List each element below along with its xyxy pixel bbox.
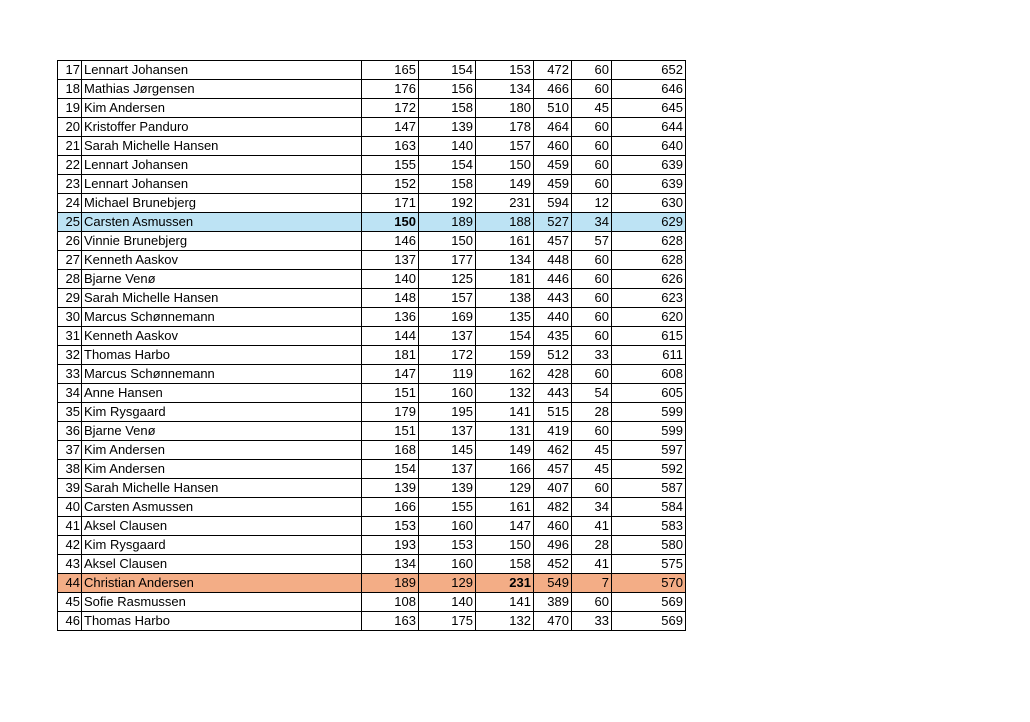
total-cell: 440 <box>534 308 572 327</box>
handicap-cell: 60 <box>572 308 612 327</box>
table-row <box>58 137 686 156</box>
total-cell: 460 <box>534 517 572 536</box>
game3-cell: 231 <box>476 574 534 593</box>
game1-cell: 153 <box>362 517 419 536</box>
rank-cell: 35 <box>58 403 82 422</box>
total-cell: 466 <box>534 80 572 99</box>
game3-cell: 138 <box>476 289 534 308</box>
game2-cell: 139 <box>419 479 476 498</box>
table-row <box>58 536 686 555</box>
total-cell: 389 <box>534 593 572 612</box>
player-name-cell: Michael Brunebjerg <box>82 194 362 213</box>
rank-cell: 26 <box>58 232 82 251</box>
table-row <box>58 479 686 498</box>
handicap-cell: 7 <box>572 574 612 593</box>
handicap-cell: 33 <box>572 346 612 365</box>
rank-cell: 40 <box>58 498 82 517</box>
table-row <box>58 270 686 289</box>
player-name-cell: Bjarne Venø <box>82 270 362 289</box>
table-row <box>58 289 686 308</box>
game3-cell: 157 <box>476 137 534 156</box>
score-cell: 599 <box>612 403 686 422</box>
rank-cell: 38 <box>58 460 82 479</box>
handicap-cell: 54 <box>572 384 612 403</box>
game2-cell: 156 <box>419 80 476 99</box>
total-cell: 446 <box>534 270 572 289</box>
handicap-cell: 60 <box>572 479 612 498</box>
score-cell: 626 <box>612 270 686 289</box>
handicap-cell: 12 <box>572 194 612 213</box>
score-cell: 605 <box>612 384 686 403</box>
game3-cell: 134 <box>476 80 534 99</box>
game1-cell: 154 <box>362 460 419 479</box>
score-cell: 644 <box>612 118 686 137</box>
player-name-cell: Bjarne Venø <box>82 422 362 441</box>
player-name-cell: Kenneth Aaskov <box>82 327 362 346</box>
player-name-cell: Vinnie Brunebjerg <box>82 232 362 251</box>
rank-cell: 41 <box>58 517 82 536</box>
game3-cell: 166 <box>476 460 534 479</box>
handicap-cell: 45 <box>572 460 612 479</box>
player-name-cell: Marcus Schønnemann <box>82 365 362 384</box>
results-table <box>57 60 686 631</box>
table-row <box>58 346 686 365</box>
total-cell: 460 <box>534 137 572 156</box>
total-cell: 428 <box>534 365 572 384</box>
handicap-cell: 28 <box>572 403 612 422</box>
handicap-cell: 60 <box>572 175 612 194</box>
handicap-cell: 41 <box>572 517 612 536</box>
game3-cell: 131 <box>476 422 534 441</box>
game1-cell: 163 <box>362 137 419 156</box>
handicap-cell: 60 <box>572 327 612 346</box>
total-cell: 462 <box>534 441 572 460</box>
game2-cell: 160 <box>419 517 476 536</box>
player-name-cell: Carsten Asmussen <box>82 498 362 517</box>
game2-cell: 160 <box>419 384 476 403</box>
score-cell: 584 <box>612 498 686 517</box>
game3-cell: 180 <box>476 99 534 118</box>
table-row <box>58 175 686 194</box>
player-name-cell: Lennart Johansen <box>82 156 362 175</box>
handicap-cell: 60 <box>572 61 612 80</box>
game2-cell: 160 <box>419 555 476 574</box>
table-row <box>58 441 686 460</box>
rank-cell: 18 <box>58 80 82 99</box>
handicap-cell: 34 <box>572 498 612 517</box>
handicap-cell: 33 <box>572 612 612 631</box>
game1-cell: 151 <box>362 422 419 441</box>
total-cell: 527 <box>534 213 572 232</box>
total-cell: 407 <box>534 479 572 498</box>
total-cell: 457 <box>534 232 572 251</box>
game3-cell: 129 <box>476 479 534 498</box>
game2-cell: 169 <box>419 308 476 327</box>
total-cell: 464 <box>534 118 572 137</box>
table-row <box>58 308 686 327</box>
game1-cell: 150 <box>362 213 419 232</box>
game1-cell: 176 <box>362 80 419 99</box>
game1-cell: 146 <box>362 232 419 251</box>
game2-cell: 137 <box>419 327 476 346</box>
score-cell: 639 <box>612 175 686 194</box>
total-cell: 549 <box>534 574 572 593</box>
handicap-cell: 28 <box>572 536 612 555</box>
game1-cell: 171 <box>362 194 419 213</box>
total-cell: 443 <box>534 384 572 403</box>
handicap-cell: 60 <box>572 365 612 384</box>
game2-cell: 154 <box>419 61 476 80</box>
player-name-cell: Lennart Johansen <box>82 175 362 194</box>
table-row <box>58 517 686 536</box>
game3-cell: 141 <box>476 593 534 612</box>
rank-cell: 43 <box>58 555 82 574</box>
player-name-cell: Aksel Clausen <box>82 517 362 536</box>
handicap-cell: 60 <box>572 289 612 308</box>
game3-cell: 132 <box>476 612 534 631</box>
game2-cell: 140 <box>419 137 476 156</box>
total-cell: 470 <box>534 612 572 631</box>
score-cell: 608 <box>612 365 686 384</box>
player-name-cell: Kim Andersen <box>82 460 362 479</box>
score-cell: 580 <box>612 536 686 555</box>
player-name-cell: Aksel Clausen <box>82 555 362 574</box>
table-row <box>58 593 686 612</box>
player-name-cell: Kenneth Aaskov <box>82 251 362 270</box>
game3-cell: 150 <box>476 536 534 555</box>
rank-cell: 32 <box>58 346 82 365</box>
player-name-cell: Sofie Rasmussen <box>82 593 362 612</box>
table-row <box>58 251 686 270</box>
game1-cell: 144 <box>362 327 419 346</box>
game2-cell: 155 <box>419 498 476 517</box>
score-cell: 640 <box>612 137 686 156</box>
game1-cell: 193 <box>362 536 419 555</box>
game2-cell: 140 <box>419 593 476 612</box>
table-row <box>58 460 686 479</box>
game2-cell: 172 <box>419 346 476 365</box>
game1-cell: 147 <box>362 118 419 137</box>
table-row <box>58 194 686 213</box>
game3-cell: 147 <box>476 517 534 536</box>
rank-cell: 31 <box>58 327 82 346</box>
score-cell: 570 <box>612 574 686 593</box>
table-row <box>58 498 686 517</box>
player-name-cell: Thomas Harbo <box>82 346 362 365</box>
game3-cell: 149 <box>476 175 534 194</box>
total-cell: 472 <box>534 61 572 80</box>
game1-cell: 151 <box>362 384 419 403</box>
score-cell: 629 <box>612 213 686 232</box>
game2-cell: 137 <box>419 422 476 441</box>
game1-cell: 189 <box>362 574 419 593</box>
game3-cell: 158 <box>476 555 534 574</box>
game1-cell: 136 <box>362 308 419 327</box>
rank-cell: 42 <box>58 536 82 555</box>
game2-cell: 125 <box>419 270 476 289</box>
game2-cell: 150 <box>419 232 476 251</box>
total-cell: 482 <box>534 498 572 517</box>
game1-cell: 172 <box>362 99 419 118</box>
rank-cell: 46 <box>58 612 82 631</box>
game2-cell: 158 <box>419 99 476 118</box>
total-cell: 452 <box>534 555 572 574</box>
table-row <box>58 327 686 346</box>
table-row <box>58 61 686 80</box>
player-name-cell: Kristoffer Panduro <box>82 118 362 137</box>
game1-cell: 147 <box>362 365 419 384</box>
total-cell: 459 <box>534 156 572 175</box>
total-cell: 496 <box>534 536 572 555</box>
rank-cell: 34 <box>58 384 82 403</box>
game1-cell: 163 <box>362 612 419 631</box>
game1-cell: 166 <box>362 498 419 517</box>
table-row <box>58 99 686 118</box>
score-cell: 583 <box>612 517 686 536</box>
rank-cell: 39 <box>58 479 82 498</box>
game2-cell: 177 <box>419 251 476 270</box>
handicap-cell: 60 <box>572 270 612 289</box>
score-cell: 611 <box>612 346 686 365</box>
rank-cell: 25 <box>58 213 82 232</box>
handicap-cell: 41 <box>572 555 612 574</box>
handicap-cell: 45 <box>572 441 612 460</box>
score-cell: 646 <box>612 80 686 99</box>
total-cell: 459 <box>534 175 572 194</box>
handicap-cell: 57 <box>572 232 612 251</box>
game2-cell: 157 <box>419 289 476 308</box>
player-name-cell: Kim Rysgaard <box>82 536 362 555</box>
handicap-cell: 60 <box>572 80 612 99</box>
game2-cell: 189 <box>419 213 476 232</box>
table-row <box>58 403 686 422</box>
handicap-cell: 45 <box>572 99 612 118</box>
game3-cell: 162 <box>476 365 534 384</box>
total-cell: 510 <box>534 99 572 118</box>
total-cell: 457 <box>534 460 572 479</box>
game3-cell: 178 <box>476 118 534 137</box>
table-row <box>58 232 686 251</box>
score-cell: 628 <box>612 232 686 251</box>
game2-cell: 119 <box>419 365 476 384</box>
rank-cell: 17 <box>58 61 82 80</box>
game3-cell: 161 <box>476 232 534 251</box>
handicap-cell: 60 <box>572 422 612 441</box>
table-row <box>58 80 686 99</box>
player-name-cell: Sarah Michelle Hansen <box>82 137 362 156</box>
game1-cell: 140 <box>362 270 419 289</box>
game3-cell: 150 <box>476 156 534 175</box>
game3-cell: 153 <box>476 61 534 80</box>
score-cell: 623 <box>612 289 686 308</box>
game1-cell: 152 <box>362 175 419 194</box>
game2-cell: 192 <box>419 194 476 213</box>
table-row <box>58 156 686 175</box>
table-row <box>58 555 686 574</box>
player-name-cell: Marcus Schønnemann <box>82 308 362 327</box>
game1-cell: 148 <box>362 289 419 308</box>
rank-cell: 19 <box>58 99 82 118</box>
handicap-cell: 60 <box>572 593 612 612</box>
score-cell: 569 <box>612 612 686 631</box>
rank-cell: 27 <box>58 251 82 270</box>
game1-cell: 179 <box>362 403 419 422</box>
score-cell: 575 <box>612 555 686 574</box>
rank-cell: 22 <box>58 156 82 175</box>
player-name-cell: Sarah Michelle Hansen <box>82 289 362 308</box>
rank-cell: 28 <box>58 270 82 289</box>
score-cell: 615 <box>612 327 686 346</box>
rank-cell: 33 <box>58 365 82 384</box>
player-name-cell: Mathias Jørgensen <box>82 80 362 99</box>
total-cell: 448 <box>534 251 572 270</box>
game1-cell: 181 <box>362 346 419 365</box>
game3-cell: 149 <box>476 441 534 460</box>
rank-cell: 24 <box>58 194 82 213</box>
rank-cell: 20 <box>58 118 82 137</box>
game2-cell: 145 <box>419 441 476 460</box>
game2-cell: 139 <box>419 118 476 137</box>
score-cell: 599 <box>612 422 686 441</box>
total-cell: 435 <box>534 327 572 346</box>
table-row <box>58 612 686 631</box>
score-cell: 630 <box>612 194 686 213</box>
game2-cell: 154 <box>419 156 476 175</box>
rank-cell: 30 <box>58 308 82 327</box>
game3-cell: 132 <box>476 384 534 403</box>
player-name-cell: Sarah Michelle Hansen <box>82 479 362 498</box>
player-name-cell: Anne Hansen <box>82 384 362 403</box>
score-cell: 620 <box>612 308 686 327</box>
game2-cell: 129 <box>419 574 476 593</box>
game1-cell: 168 <box>362 441 419 460</box>
game2-cell: 195 <box>419 403 476 422</box>
game2-cell: 158 <box>419 175 476 194</box>
player-name-cell: Lennart Johansen <box>82 61 362 80</box>
table-row <box>58 422 686 441</box>
player-name-cell: Christian Andersen <box>82 574 362 593</box>
table-row <box>58 574 686 593</box>
game2-cell: 137 <box>419 460 476 479</box>
handicap-cell: 60 <box>572 251 612 270</box>
table-row <box>58 384 686 403</box>
rank-cell: 44 <box>58 574 82 593</box>
game1-cell: 165 <box>362 61 419 80</box>
game3-cell: 154 <box>476 327 534 346</box>
total-cell: 594 <box>534 194 572 213</box>
game1-cell: 139 <box>362 479 419 498</box>
rank-cell: 37 <box>58 441 82 460</box>
game2-cell: 153 <box>419 536 476 555</box>
game3-cell: 231 <box>476 194 534 213</box>
game2-cell: 175 <box>419 612 476 631</box>
game3-cell: 181 <box>476 270 534 289</box>
score-cell: 652 <box>612 61 686 80</box>
game3-cell: 188 <box>476 213 534 232</box>
game3-cell: 159 <box>476 346 534 365</box>
total-cell: 512 <box>534 346 572 365</box>
player-name-cell: Kim Andersen <box>82 441 362 460</box>
total-cell: 443 <box>534 289 572 308</box>
handicap-cell: 60 <box>572 118 612 137</box>
total-cell: 515 <box>534 403 572 422</box>
game3-cell: 161 <box>476 498 534 517</box>
total-cell: 419 <box>534 422 572 441</box>
handicap-cell: 60 <box>572 156 612 175</box>
rank-cell: 21 <box>58 137 82 156</box>
rank-cell: 36 <box>58 422 82 441</box>
handicap-cell: 60 <box>572 137 612 156</box>
game1-cell: 134 <box>362 555 419 574</box>
table-row <box>58 213 686 232</box>
rank-cell: 23 <box>58 175 82 194</box>
table-row <box>58 365 686 384</box>
score-cell: 639 <box>612 156 686 175</box>
score-cell: 592 <box>612 460 686 479</box>
rank-cell: 29 <box>58 289 82 308</box>
score-cell: 645 <box>612 99 686 118</box>
table-row <box>58 118 686 137</box>
game1-cell: 137 <box>362 251 419 270</box>
game3-cell: 141 <box>476 403 534 422</box>
handicap-cell: 34 <box>572 213 612 232</box>
player-name-cell: Kim Rysgaard <box>82 403 362 422</box>
game3-cell: 135 <box>476 308 534 327</box>
score-cell: 597 <box>612 441 686 460</box>
player-name-cell: Kim Andersen <box>82 99 362 118</box>
score-cell: 587 <box>612 479 686 498</box>
game1-cell: 108 <box>362 593 419 612</box>
player-name-cell: Thomas Harbo <box>82 612 362 631</box>
rank-cell: 45 <box>58 593 82 612</box>
score-cell: 569 <box>612 593 686 612</box>
player-name-cell: Carsten Asmussen <box>82 213 362 232</box>
game3-cell: 134 <box>476 251 534 270</box>
score-cell: 628 <box>612 251 686 270</box>
game1-cell: 155 <box>362 156 419 175</box>
